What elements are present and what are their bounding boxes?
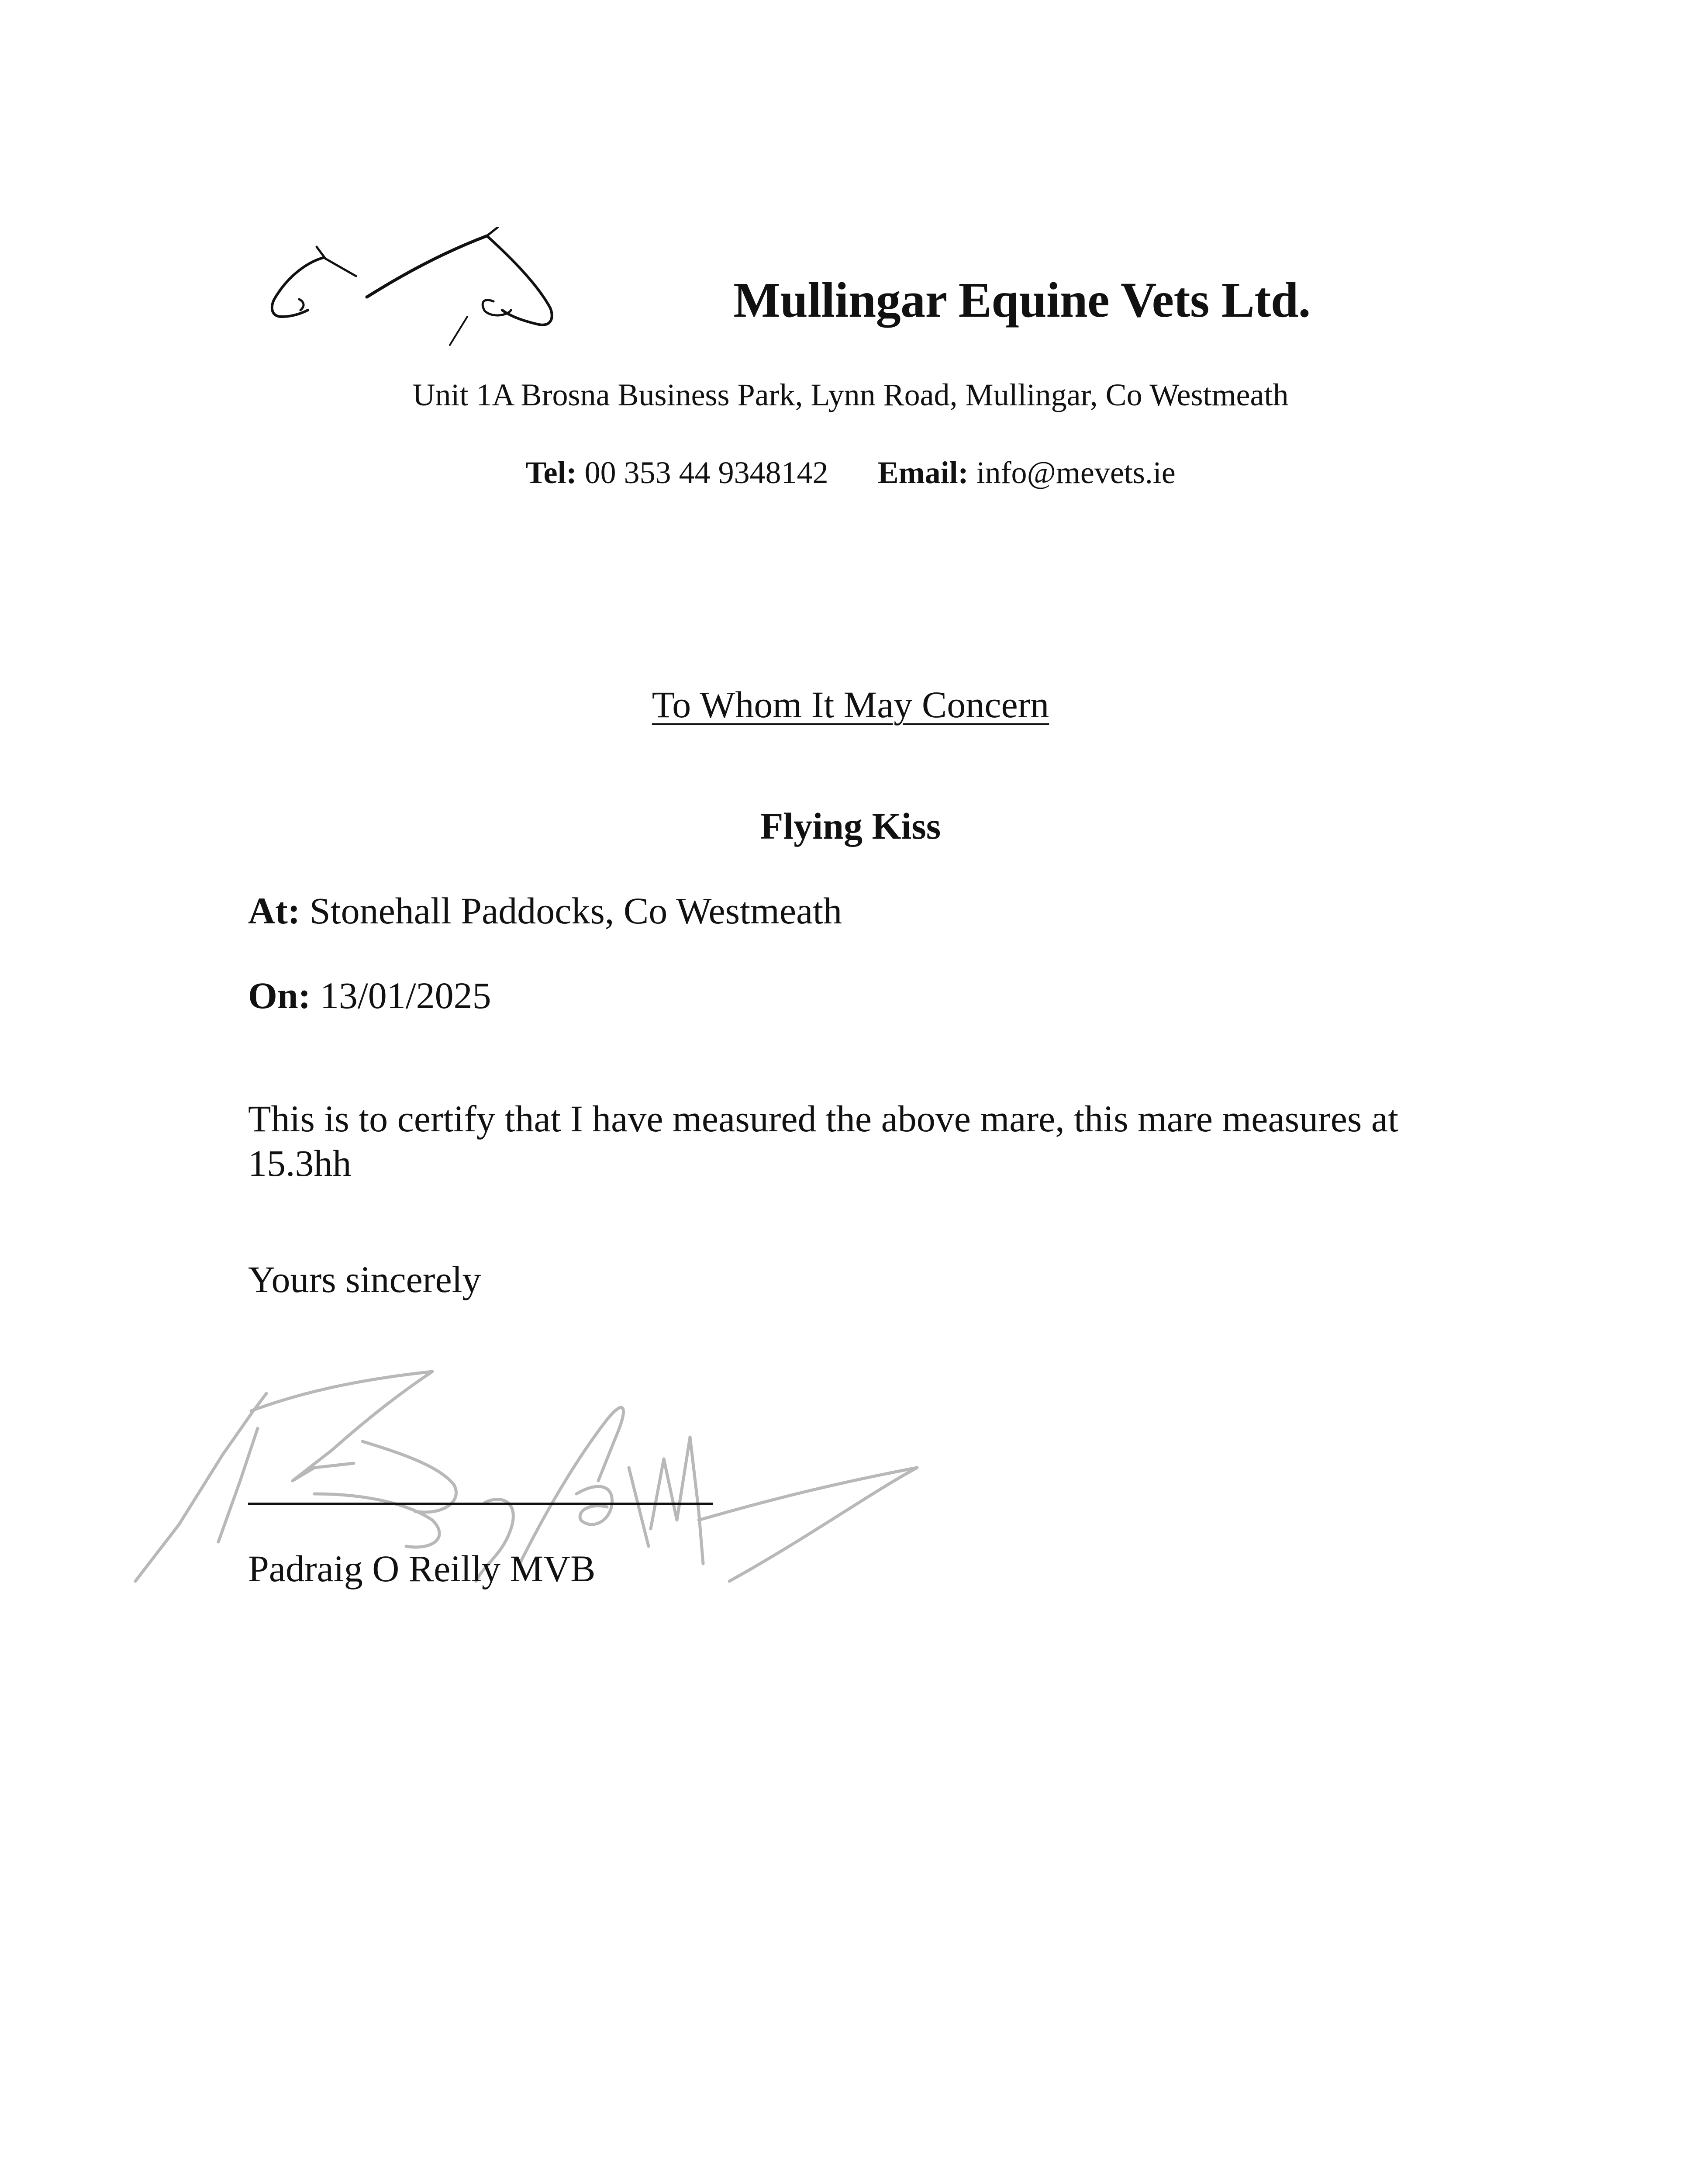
on-label: On: (248, 975, 311, 1016)
date-line (248, 977, 491, 1014)
at-label: At: (248, 890, 300, 932)
tel-value: 00 353 44 9348142 (584, 455, 828, 490)
closing: Yours sincerely (248, 1258, 481, 1300)
company-name: Mullingar Equine Vets Ltd. (733, 272, 1311, 328)
tel-label: Tel: (525, 455, 577, 490)
company-address: Unit 1A Brosna Business Park, Lynn Road, Mullingar, Co Westmeath (412, 377, 1289, 412)
contact-line (0, 457, 1701, 488)
at-value: Stonehall Paddocks, Co Westmeath (309, 890, 842, 932)
horse-heads-logo (266, 227, 572, 349)
signatory-name: Padraig O Reilly MVB (248, 1548, 596, 1590)
salutation: To Whom It May Concern (652, 684, 1049, 726)
location-line (248, 892, 842, 930)
email-label: Email: (877, 455, 969, 490)
email-value: info@mevets.ie (976, 455, 1176, 490)
certification-text: This is to certify that I have measured the above mare, this mare measures at 15.3hh (248, 1098, 1398, 1184)
signature-line (248, 1503, 713, 1505)
on-value: 13/01/2025 (320, 975, 491, 1016)
horse-name: Flying Kiss (760, 805, 941, 847)
